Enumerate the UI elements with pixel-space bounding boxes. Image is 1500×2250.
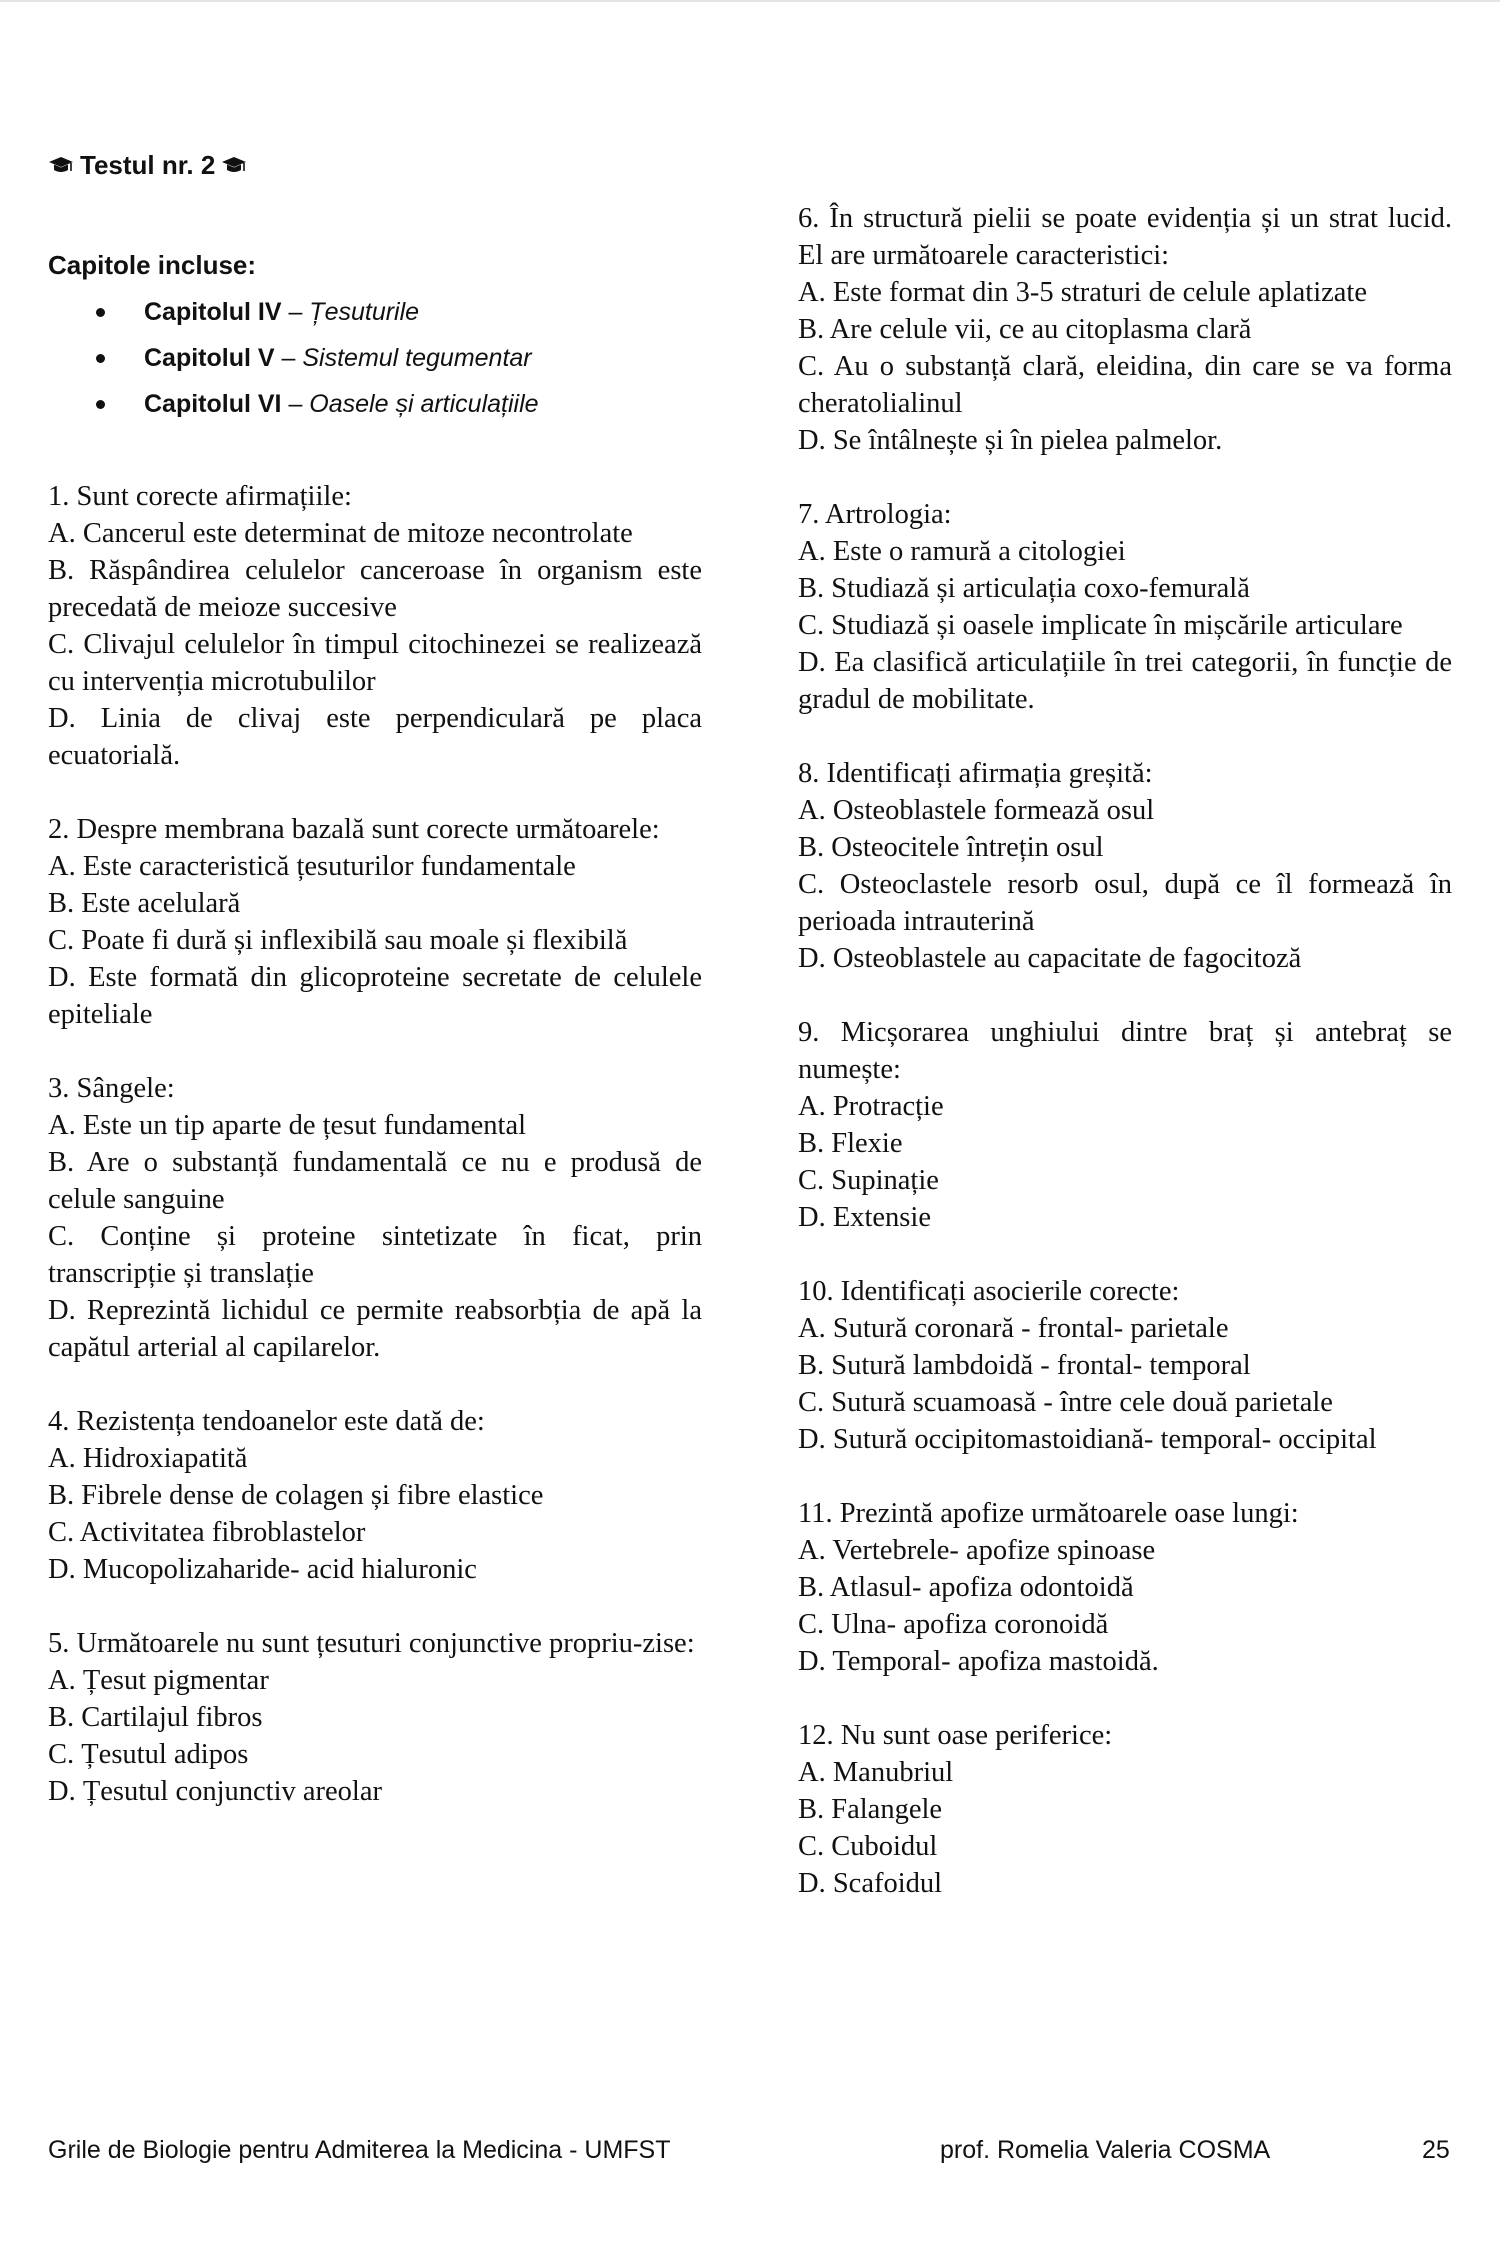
answer-option: C. Osteoclastele resorb osul, după ce îl formează în perioada intrauterină <box>798 869 1452 937</box>
question-block <box>798 1014 1452 1236</box>
test-title-text: Testul nr. 2 <box>80 150 216 180</box>
chapter-number: Capitolul V <box>144 344 275 372</box>
answer-option: D. Osteoblastele au capacitate de fagocitoză <box>798 943 1302 974</box>
chapter-name: Țesuturile <box>309 298 420 326</box>
answer-option: A. Vertebrele- apofize spinoase <box>798 1535 1156 1566</box>
answer-option: C. Sutură scuamoasă - între cele două parietale <box>798 1387 1333 1418</box>
answer-option: D. Este formată din glicoproteine secretate de celulele epiteliale <box>48 962 702 1030</box>
answer-option: B. Sutură lambdoidă - frontal- temporal <box>798 1350 1251 1381</box>
answer-option: B. Osteocitele întrețin osul <box>798 832 1104 863</box>
question-block <box>798 496 1452 718</box>
question-stem: 9. Micșorarea unghiului dintre braț și antebraț se numește: <box>798 1017 1452 1085</box>
page-top-border <box>0 0 1500 2</box>
page-footer <box>0 2130 1500 2170</box>
answer-option: B. Falangele <box>798 1794 943 1825</box>
question-block <box>48 811 702 1033</box>
answer-option: A. Țesut pigmentar <box>48 1665 269 1696</box>
question-block <box>48 1070 702 1366</box>
question-block <box>798 1273 1452 1458</box>
answer-option: B. Are celule vii, ce au citoplasma clară <box>798 314 1252 345</box>
graduation-cap-icon <box>221 155 247 177</box>
answer-option: C. Supinație <box>798 1165 939 1196</box>
question-stem: 12. Nu sunt oase periferice: <box>798 1720 1113 1751</box>
question-block <box>798 1495 1452 1680</box>
answer-option: A. Este caracteristică țesuturilor fundamentale <box>48 851 576 882</box>
question-stem: 7. Artrologia: <box>798 499 952 530</box>
answer-option: D. Ea clasifică articulațiile în trei categorii, în funcție de gradul de mobilitate. <box>798 647 1452 715</box>
chapter-number: Capitolul IV <box>144 298 282 326</box>
question-stem: 8. Identificați afirmația greșită: <box>798 758 1153 789</box>
footer-book-title: Grile de Biologie pentru Admiterea la Medicina - UMFST <box>48 2136 671 2164</box>
answer-option: A. Este un tip aparte de țesut fundamental <box>48 1110 527 1141</box>
footer-author: prof. Romelia Valeria COSMA <box>940 2136 1271 2164</box>
question-block <box>48 478 702 774</box>
answer-option: C. Poate fi dură și inflexibilă sau moale și flexibilă <box>48 925 628 956</box>
answer-option: A. Protracție <box>798 1091 944 1122</box>
question-stem: 11. Prezintă apofize următoarele oase lungi: <box>798 1498 1299 1529</box>
answer-option: C. Clivajul celulelor în timpul citochinezei se realizează cu intervenția microtubulilor <box>48 629 702 697</box>
answer-option: D. Țesutul conjunctiv areolar <box>48 1776 382 1807</box>
answer-option: C. Țesutul adipos <box>48 1739 249 1770</box>
answer-option: B. Răspândirea celulelor canceroase în organism este precedată de meioze succesive <box>48 555 702 623</box>
answer-option: A. Este format din 3-5 straturi de celule aplatizate <box>798 277 1367 308</box>
answer-option: B. Cartilajul fibros <box>48 1702 263 1733</box>
chapter-item: Capitolul VI – Oasele și articulațiile <box>96 384 539 430</box>
chapter-item: Capitolul IV – Țesuturile <box>96 292 539 338</box>
answer-option: C. Ulna- apofiza coronoidă <box>798 1609 1109 1640</box>
answer-option: C. Activitatea fibroblastelor <box>48 1517 366 1548</box>
test-title <box>48 150 247 181</box>
chapter-name: Oasele și articulațiile <box>309 390 539 418</box>
answer-option: B. Flexie <box>798 1128 903 1159</box>
answer-option: C. Au o substanță clară, eleidina, din care se va forma cheratolialinul <box>798 351 1452 419</box>
answer-option: D. Sutură occipitomastoidiană- temporal- occipital <box>798 1424 1377 1455</box>
page-number: 25 <box>1422 2136 1450 2164</box>
answer-option: D. Linia de clivaj este perpendiculară pe placa ecuatorială. <box>48 703 702 771</box>
answer-option: A. Cancerul este determinat de mitoze necontrolate <box>48 518 633 549</box>
answer-option: B. Fibrele dense de colagen și fibre elastice <box>48 1480 544 1511</box>
question-block <box>48 1625 702 1810</box>
question-stem: 10. Identificați asocierile corecte: <box>798 1276 1180 1307</box>
question-stem: 1. Sunt corecte afirmațiile: <box>48 481 352 512</box>
question-stem: 4. Rezistența tendoanelor este dată de: <box>48 1406 485 1437</box>
answer-option: A. Manubriul <box>798 1757 954 1788</box>
question-stem: 3. Sângele: <box>48 1073 175 1104</box>
questions-right-column <box>798 200 1452 1939</box>
answer-option: D. Temporal- apofiza mastoidă. <box>798 1646 1159 1677</box>
answer-option: D. Se întâlnește și în pielea palmelor. <box>798 425 1223 456</box>
answer-option: D. Mucopolizaharide- acid hialuronic <box>48 1554 477 1585</box>
answer-option: B. Este acelulară <box>48 888 241 919</box>
question-stem: 6. În structură pielii se poate evidenția și un strat lucid. El are următoarele caracteristici: <box>798 203 1452 271</box>
answer-option: C. Studiază și oasele implicate în mișcările articulare <box>798 610 1403 641</box>
chapter-name: Sistemul tegumentar <box>302 344 532 372</box>
answer-option: A. Osteoblastele formează osul <box>798 795 1155 826</box>
question-stem: 2. Despre membrana bazală sunt corecte următoarele: <box>48 814 660 845</box>
graduation-cap-icon <box>48 155 74 177</box>
answer-option: D. Extensie <box>798 1202 931 1233</box>
chapter-item: Capitolul V – Sistemul tegumentar <box>96 338 539 384</box>
question-block <box>798 1717 1452 1902</box>
question-block <box>48 1403 702 1588</box>
answer-option: B. Studiază și articulația coxo-femurală <box>798 573 1250 604</box>
answer-option: B. Atlasul- apofiza odontoidă <box>798 1572 1134 1603</box>
chapter-number: Capitolul VI <box>144 390 282 418</box>
answer-option: A. Hidroxiapatită <box>48 1443 248 1474</box>
answer-option: A. Este o ramură a citologiei <box>798 536 1126 567</box>
answer-option: D. Reprezintă lichidul ce permite reabsorbția de apă la capătul arterial al capilarelor. <box>48 1295 702 1363</box>
answer-option: C. Conține și proteine sintetizate în ficat, prin transcripție și translație <box>48 1221 702 1289</box>
answer-option: D. Scafoidul <box>798 1868 943 1899</box>
answer-option: A. Sutură coronară - frontal- parietale <box>798 1313 1229 1344</box>
chapters-heading: Capitole incluse: <box>48 250 257 280</box>
question-stem: 5. Următoarele nu sunt țesuturi conjunctive propriu-zise: <box>48 1628 695 1659</box>
chapter-list <box>96 292 539 430</box>
questions-left-column <box>48 478 702 1847</box>
answer-option: C. Cuboidul <box>798 1831 938 1862</box>
question-block <box>798 200 1452 459</box>
question-block <box>798 755 1452 977</box>
answer-option: B. Are o substanță fundamentală ce nu e produsă de celule sanguine <box>48 1147 702 1215</box>
